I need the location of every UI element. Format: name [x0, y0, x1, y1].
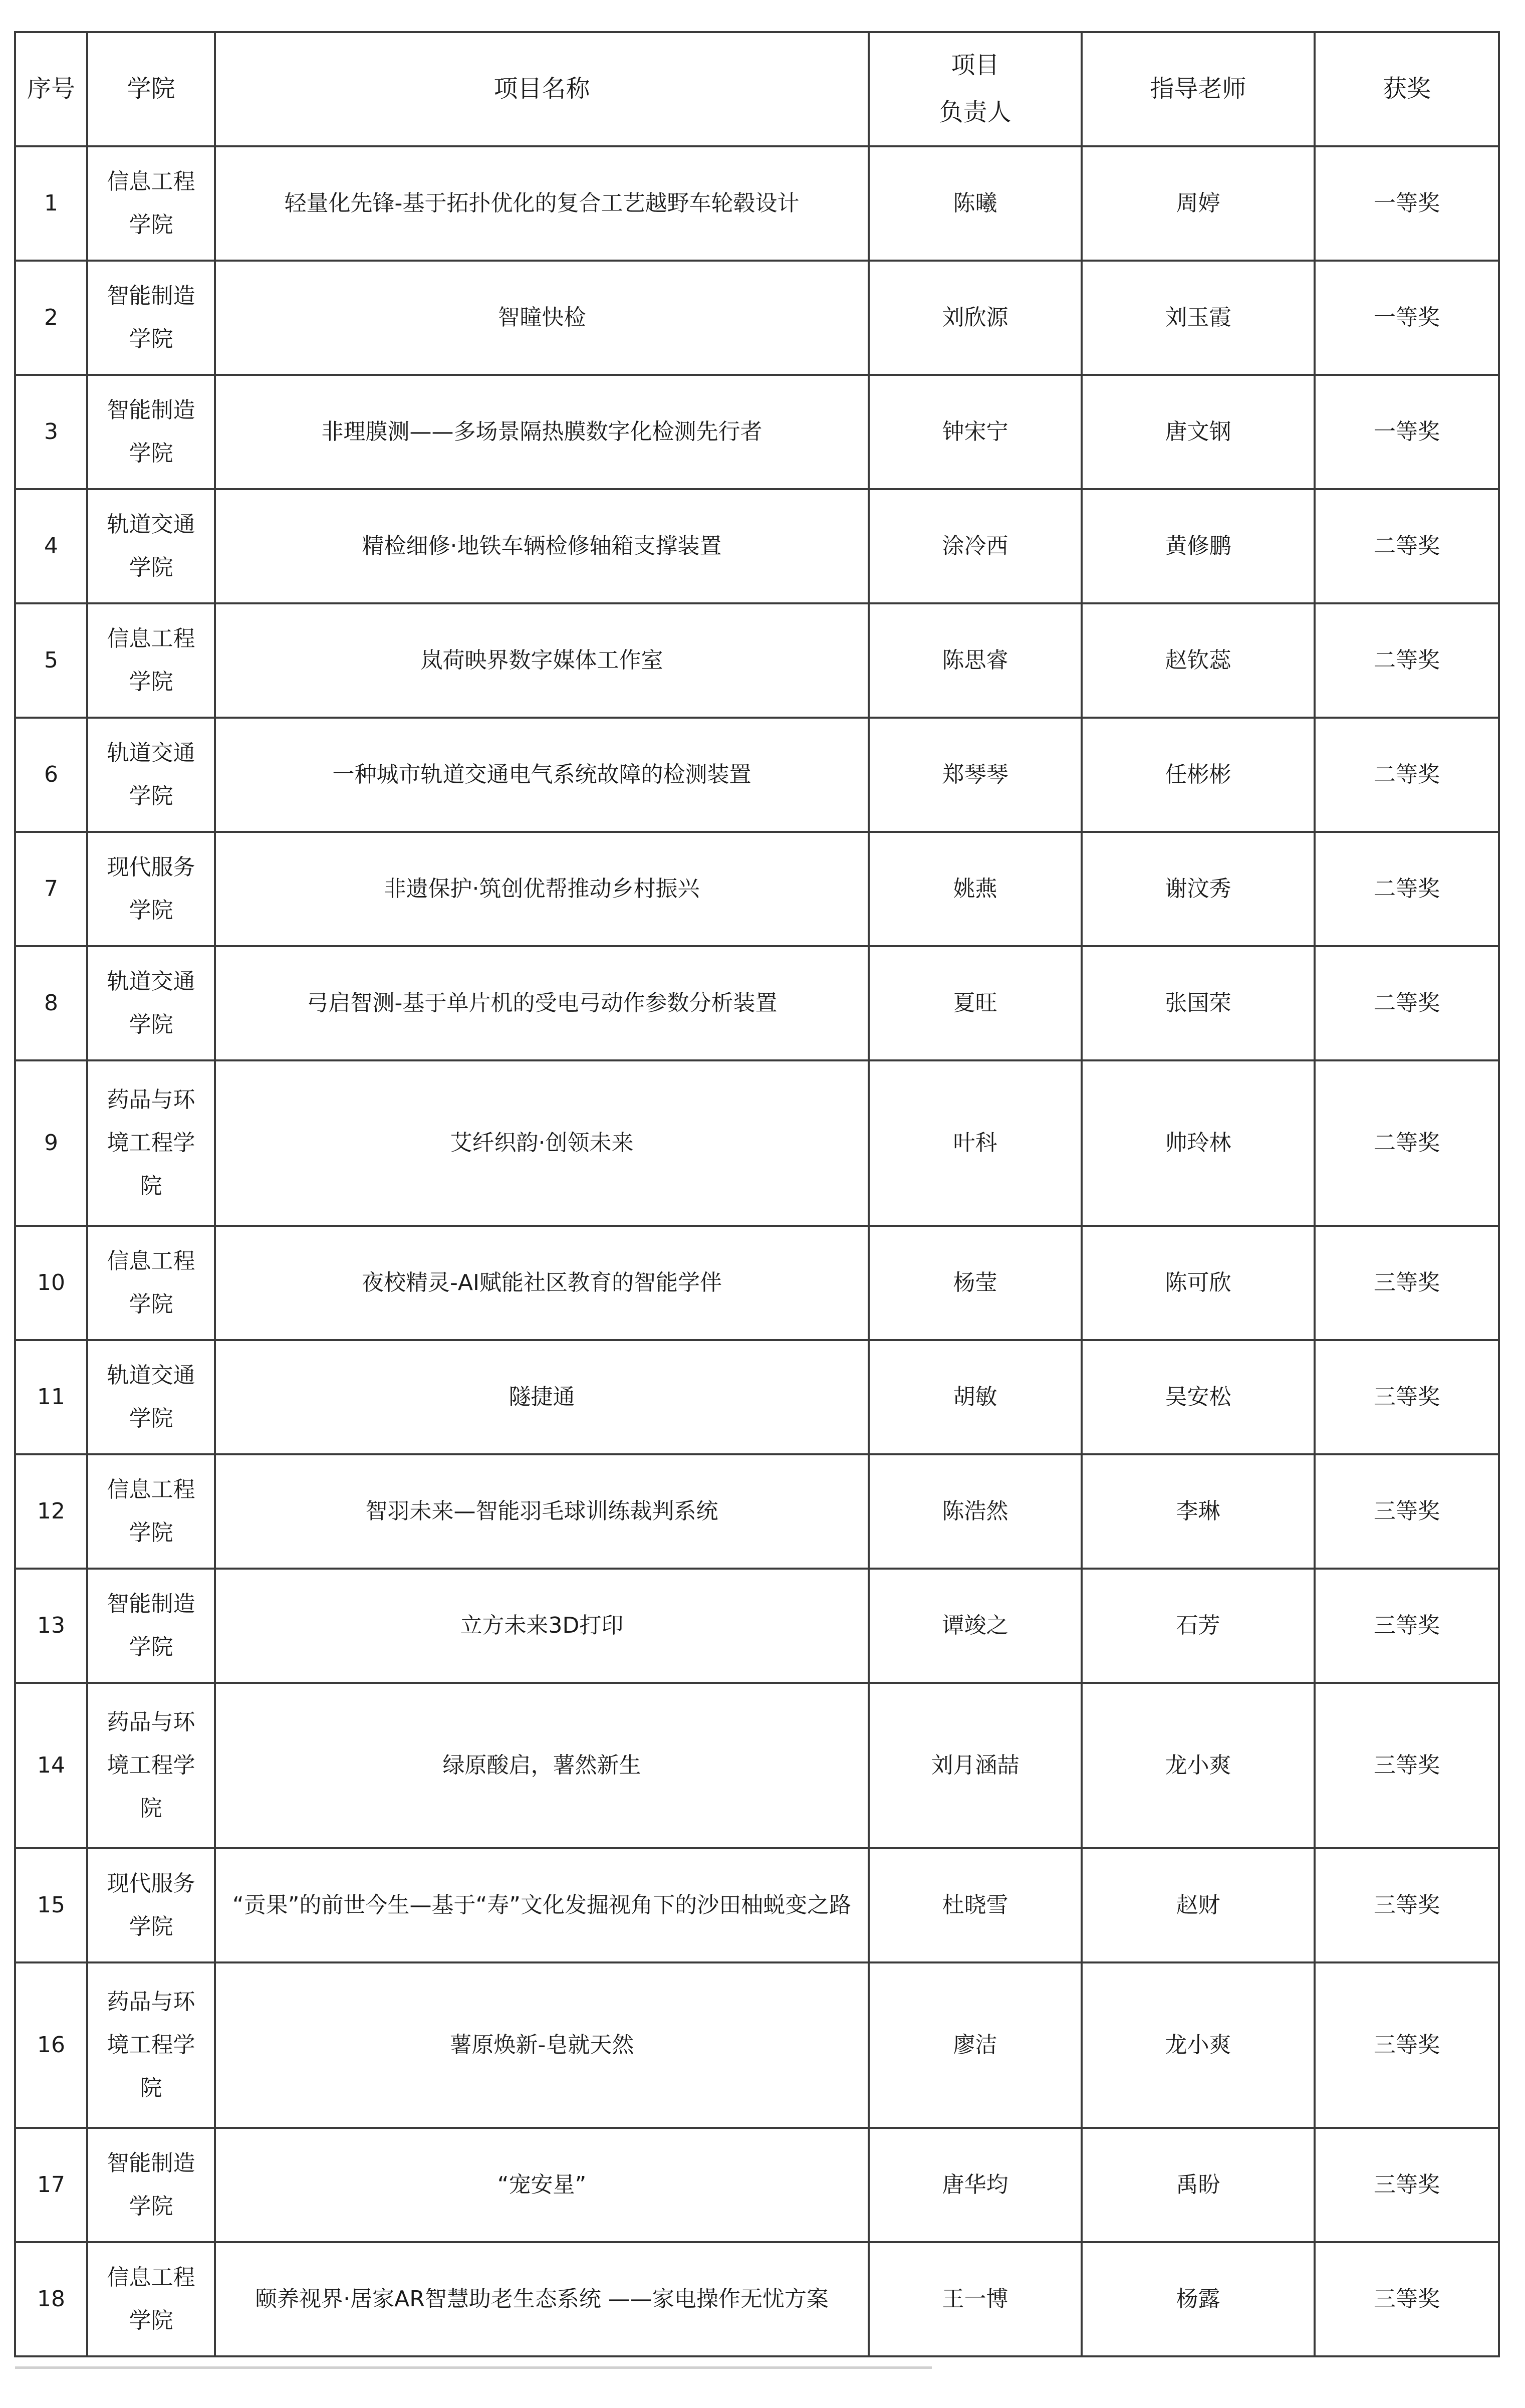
cell-college: 药品与环境工程学院 — [87, 1683, 215, 1848]
cell-seq: 7 — [15, 832, 87, 946]
cell-college: 智能制造学院 — [87, 2128, 215, 2242]
cell-project-name: 非遗保护·筑创优帮推动乡村振兴 — [215, 832, 869, 946]
cell-advisor: 石芳 — [1082, 1569, 1315, 1683]
cell-advisor: 谢汶秀 — [1082, 832, 1315, 946]
table-row — [15, 146, 1499, 261]
table-row — [15, 2128, 1499, 2242]
cell-advisor: 任彬彬 — [1082, 718, 1315, 832]
cell-award: 二等奖 — [1315, 718, 1499, 832]
cell-award: 三等奖 — [1315, 1962, 1499, 2128]
cell-leader: 杜晓雪 — [869, 1848, 1082, 1962]
cell-seq: 13 — [15, 1569, 87, 1683]
cell-project-name: 艾纤织韵·创领未来 — [215, 1060, 869, 1226]
table-body — [15, 146, 1499, 2356]
table-row — [15, 832, 1499, 946]
cell-college: 轨道交通学院 — [87, 946, 215, 1060]
cell-college: 信息工程学院 — [87, 2242, 215, 2356]
cell-advisor: 黄修鹏 — [1082, 489, 1315, 603]
table-row — [15, 1454, 1499, 1569]
cell-advisor: 龙小爽 — [1082, 1962, 1315, 2128]
cell-advisor: 张国荣 — [1082, 946, 1315, 1060]
table-row — [15, 489, 1499, 603]
cell-award: 三等奖 — [1315, 2128, 1499, 2242]
cell-project-name: 一种城市轨道交通电气系统故障的检测装置 — [215, 718, 869, 832]
cell-advisor: 李琳 — [1082, 1454, 1315, 1569]
cell-award: 一等奖 — [1315, 261, 1499, 375]
cell-seq: 12 — [15, 1454, 87, 1569]
cell-award: 三等奖 — [1315, 2242, 1499, 2356]
cell-project-name: 智羽未来—智能羽毛球训练裁判系统 — [215, 1454, 869, 1569]
cell-leader: 陈浩然 — [869, 1454, 1082, 1569]
cell-project-name: 隧捷通 — [215, 1340, 869, 1454]
cell-advisor: 周婷 — [1082, 146, 1315, 261]
cell-leader: 陈思睿 — [869, 603, 1082, 718]
cell-college: 信息工程学院 — [87, 1226, 215, 1340]
cell-leader: 谭竣之 — [869, 1569, 1082, 1683]
cell-advisor: 赵财 — [1082, 1848, 1315, 1962]
table-row — [15, 1226, 1499, 1340]
cell-project-name: 薯原焕新-皂就天然 — [215, 1962, 869, 2128]
cell-advisor: 陈可欣 — [1082, 1226, 1315, 1340]
table-row — [15, 946, 1499, 1060]
cell-leader: 胡敏 — [869, 1340, 1082, 1454]
cell-project-name: 颐养视界·居家AR智慧助老生态系统 ——家电操作无忧方案 — [215, 2242, 869, 2356]
cell-leader: 刘欣源 — [869, 261, 1082, 375]
cell-college: 轨道交通学院 — [87, 718, 215, 832]
cell-award: 三等奖 — [1315, 1848, 1499, 1962]
cell-project-name: 夜校精灵-AI赋能社区教育的智能学伴 — [215, 1226, 869, 1340]
table-row — [15, 2242, 1499, 2356]
table-row — [15, 261, 1499, 375]
award-table — [14, 31, 1500, 2357]
cell-leader: 夏旺 — [869, 946, 1082, 1060]
cell-college: 轨道交通学院 — [87, 1340, 215, 1454]
header-award: 获奖 — [1315, 32, 1499, 146]
cell-college: 信息工程学院 — [87, 146, 215, 261]
cell-leader: 姚燕 — [869, 832, 1082, 946]
cell-seq: 15 — [15, 1848, 87, 1962]
cell-award: 三等奖 — [1315, 1569, 1499, 1683]
cell-award: 一等奖 — [1315, 375, 1499, 489]
header-seq: 序号 — [15, 32, 87, 146]
cell-advisor: 禹盼 — [1082, 2128, 1315, 2242]
cell-award: 三等奖 — [1315, 1340, 1499, 1454]
cell-seq: 8 — [15, 946, 87, 1060]
cell-advisor: 帅玲林 — [1082, 1060, 1315, 1226]
cell-leader: 廖洁 — [869, 1962, 1082, 2128]
cell-seq: 18 — [15, 2242, 87, 2356]
cell-leader: 郑琴琴 — [869, 718, 1082, 832]
cell-award: 三等奖 — [1315, 1226, 1499, 1340]
cell-leader: 王一博 — [869, 2242, 1082, 2356]
table-row — [15, 1962, 1499, 2128]
cell-seq: 2 — [15, 261, 87, 375]
cell-college: 信息工程学院 — [87, 603, 215, 718]
cell-project-name: 弓启智测-基于单片机的受电弓动作参数分析装置 — [215, 946, 869, 1060]
table-row — [15, 718, 1499, 832]
cell-college: 信息工程学院 — [87, 1454, 215, 1569]
cell-award: 二等奖 — [1315, 603, 1499, 718]
cell-seq: 4 — [15, 489, 87, 603]
header-college: 学院 — [87, 32, 215, 146]
cell-leader: 刘月涵喆 — [869, 1683, 1082, 1848]
cell-advisor: 龙小爽 — [1082, 1683, 1315, 1848]
header-project-name: 项目名称 — [215, 32, 869, 146]
cell-seq: 17 — [15, 2128, 87, 2242]
cell-award: 三等奖 — [1315, 1454, 1499, 1569]
cell-award: 一等奖 — [1315, 146, 1499, 261]
cell-seq: 14 — [15, 1683, 87, 1848]
cell-college: 智能制造学院 — [87, 1569, 215, 1683]
cell-college: 现代服务学院 — [87, 832, 215, 946]
header-advisor: 指导老师 — [1082, 32, 1315, 146]
cell-leader: 唐华均 — [869, 2128, 1082, 2242]
cell-advisor: 唐文钢 — [1082, 375, 1315, 489]
cell-leader: 钟宋宁 — [869, 375, 1082, 489]
table-row — [15, 603, 1499, 718]
header-leader: 项目 负责人 — [869, 32, 1082, 146]
cell-college: 现代服务学院 — [87, 1848, 215, 1962]
cell-project-name: 岚荷映界数字媒体工作室 — [215, 603, 869, 718]
cell-advisor: 赵钦蕊 — [1082, 603, 1315, 718]
cell-college: 智能制造学院 — [87, 375, 215, 489]
cell-project-name: 绿原酸启，薯然新生 — [215, 1683, 869, 1848]
cell-award: 三等奖 — [1315, 1683, 1499, 1848]
table-row — [15, 1848, 1499, 1962]
cell-award: 二等奖 — [1315, 946, 1499, 1060]
cell-leader: 杨莹 — [869, 1226, 1082, 1340]
cell-seq: 5 — [15, 603, 87, 718]
table-row — [15, 375, 1499, 489]
cell-leader: 陈曦 — [869, 146, 1082, 261]
cell-leader: 涂冷西 — [869, 489, 1082, 603]
cell-advisor: 刘玉霞 — [1082, 261, 1315, 375]
cell-seq: 16 — [15, 1962, 87, 2128]
cell-seq: 11 — [15, 1340, 87, 1454]
table-row — [15, 1683, 1499, 1848]
cell-seq: 1 — [15, 146, 87, 261]
cell-college: 药品与环境工程学院 — [87, 1962, 215, 2128]
cell-project-name: 智瞳快检 — [215, 261, 869, 375]
cell-project-name: 立方未来3D打印 — [215, 1569, 869, 1683]
cell-college: 智能制造学院 — [87, 261, 215, 375]
cell-award: 二等奖 — [1315, 1060, 1499, 1226]
cell-leader: 叶科 — [869, 1060, 1082, 1226]
table-row — [15, 1340, 1499, 1454]
cell-college: 药品与环境工程学院 — [87, 1060, 215, 1226]
cell-advisor: 杨露 — [1082, 2242, 1315, 2356]
cell-college: 轨道交通学院 — [87, 489, 215, 603]
cell-seq: 10 — [15, 1226, 87, 1340]
cell-project-name: “宠安星” — [215, 2128, 869, 2242]
cell-award: 二等奖 — [1315, 832, 1499, 946]
bottom-divider — [15, 2366, 932, 2369]
cell-seq: 3 — [15, 375, 87, 489]
cell-project-name: “贡果”的前世今生—基于“寿”文化发掘视角下的沙田柚蜕变之路 — [215, 1848, 869, 1962]
cell-award: 二等奖 — [1315, 489, 1499, 603]
cell-project-name: 精检细修·地铁车辆检修轴箱支撑装置 — [215, 489, 869, 603]
cell-project-name: 轻量化先锋-基于拓扑优化的复合工艺越野车轮毂设计 — [215, 146, 869, 261]
cell-seq: 9 — [15, 1060, 87, 1226]
header-row — [15, 32, 1499, 146]
cell-project-name: 非理膜测——多场景隔热膜数字化检测先行者 — [215, 375, 869, 489]
cell-seq: 6 — [15, 718, 87, 832]
table-row — [15, 1569, 1499, 1683]
cell-advisor: 吴安松 — [1082, 1340, 1315, 1454]
table-row — [15, 1060, 1499, 1226]
